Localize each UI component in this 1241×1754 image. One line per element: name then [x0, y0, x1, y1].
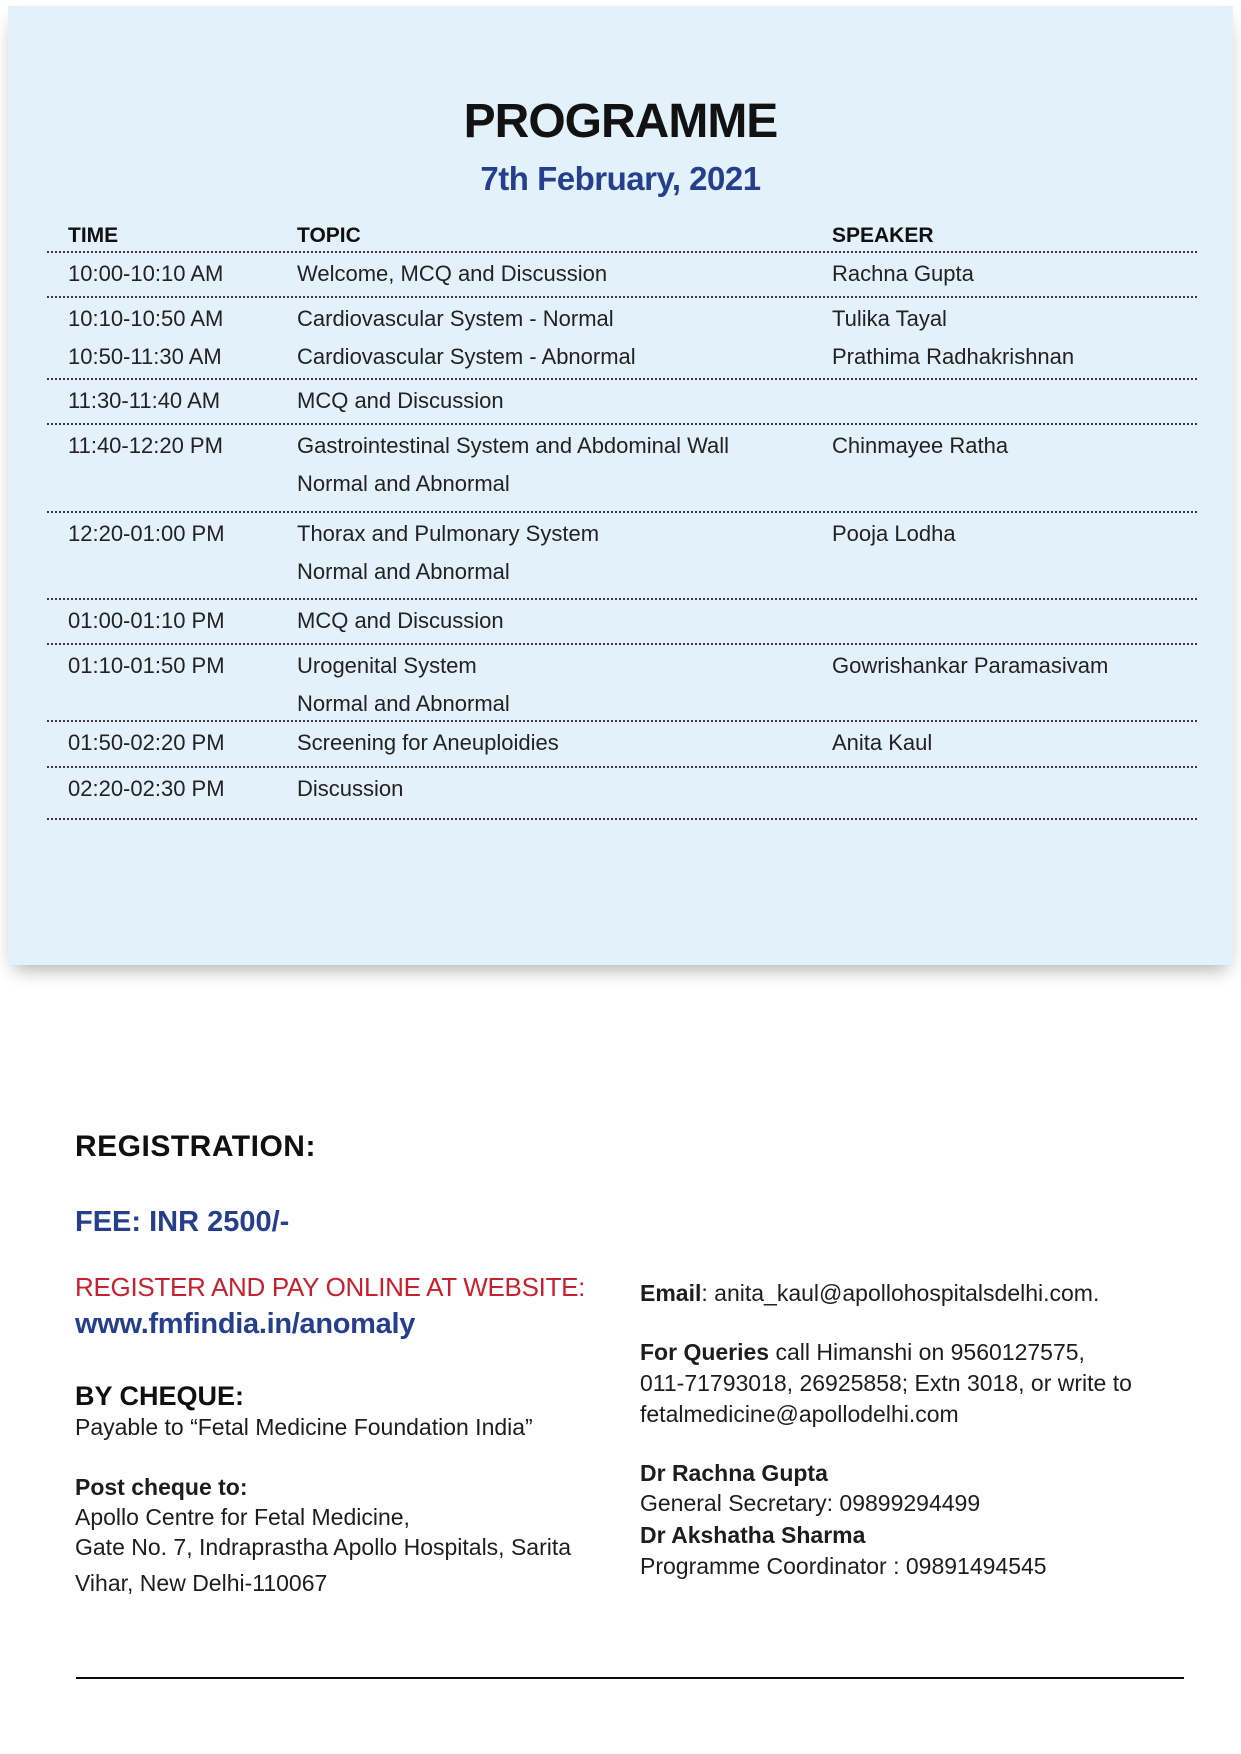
person-name: Dr Rachna Gupta: [640, 1460, 828, 1486]
table-row: [47, 513, 1197, 600]
schedule-rows: [47, 253, 1197, 820]
table-row: [47, 645, 1197, 722]
time-cell: 01:50-02:20 PM: [68, 730, 225, 755]
table-row: [47, 298, 1197, 380]
payable-line: Payable to “Fetal Medicine Foundation India”: [75, 1414, 533, 1440]
queries-value: call Himanshi on 9560127575,: [769, 1339, 1085, 1365]
topic-cell: Discussion: [297, 776, 404, 801]
speaker-cell: [832, 390, 1197, 425]
topic-cell: Cardiovascular System - Normal Cardiovascular System - Abnormal: [297, 306, 636, 369]
table-row: [47, 380, 1197, 425]
time-header: TIME: [68, 224, 119, 247]
address-line: Gate No. 7, Indraprastha Apollo Hospitals, Sarita: [75, 1534, 572, 1560]
footer-divider: [76, 1677, 1184, 1679]
email-label: Email: [640, 1280, 702, 1306]
table-row: [47, 425, 1197, 513]
person-role: General Secretary: 09899294499: [640, 1490, 981, 1516]
page-title: PROGRAMME: [463, 95, 778, 148]
speaker-cell: Pooja Lodha: [832, 521, 956, 546]
speaker-cell: [832, 610, 1197, 645]
website-url: www.fmfindia.in/anomaly: [75, 1308, 416, 1340]
topic-cell: MCQ and Discussion: [297, 608, 504, 633]
registration-heading: REGISTRATION:: [75, 1130, 316, 1163]
time-cell: 11:30-11:40 AM: [68, 388, 221, 413]
email-line: [640, 1278, 1099, 1308]
speaker-cell: Anita Kaul: [832, 730, 933, 755]
speaker-cell: Gowrishankar Paramasivam: [832, 653, 1109, 678]
speaker-cell: Tulika Tayal Prathima Radhakrishnan: [832, 306, 1075, 369]
speaker-cell: Rachna Gupta: [832, 261, 974, 286]
time-cell: 01:00-01:10 PM: [68, 608, 225, 633]
queries-line: [640, 1337, 1085, 1367]
fee-text: FEE: INR 2500/-: [75, 1206, 290, 1238]
topic-cell: MCQ and Discussion: [297, 388, 504, 413]
programme-panel: [8, 6, 1233, 965]
topic-cell: Welcome, MCQ and Discussion: [297, 261, 608, 286]
time-cell: 11:40-12:20 PM: [68, 433, 223, 458]
table-row: [47, 253, 1197, 298]
speaker-cell: Chinmayee Ratha: [832, 433, 1009, 458]
person-role: Programme Coordinator : 09891494545: [640, 1553, 1047, 1579]
time-cell: 01:10-01:50 PM: [68, 653, 225, 678]
topic-header: TOPIC: [297, 224, 361, 247]
table-header-row: [47, 215, 1197, 253]
by-cheque-heading: BY CHEQUE:: [75, 1381, 245, 1411]
address-line: Vihar, New Delhi-110067: [75, 1570, 328, 1596]
post-cheque-heading: Post cheque to:: [75, 1474, 248, 1500]
register-online-label: REGISTER AND PAY ONLINE AT WEBSITE:: [75, 1272, 586, 1302]
table-row: [47, 722, 1197, 768]
table-row: [47, 768, 1197, 820]
person-name: Dr Akshatha Sharma: [640, 1522, 866, 1548]
time-cell: 10:00-10:10 AM: [68, 261, 224, 286]
address-line: Apollo Centre for Fetal Medicine,: [75, 1504, 410, 1530]
queries-phone-line: 011-71793018, 26925858; Extn 3018, or write to: [640, 1370, 1132, 1396]
time-cell: 02:20-02:30 PM: [68, 776, 225, 801]
speaker-header: SPEAKER: [832, 224, 934, 247]
speaker-cell: [832, 778, 1197, 820]
topic-cell: Thorax and Pulmonary System Normal and Abnormal: [297, 521, 600, 584]
table-row: [47, 600, 1197, 645]
topic-cell: Gastrointestinal System and Abdominal Wall Normal and Abnormal: [297, 433, 730, 496]
queries-label: For Queries: [640, 1339, 770, 1365]
topic-cell: Screening for Aneuploidies: [297, 730, 559, 755]
time-cell: 12:20-01:00 PM: [68, 521, 225, 546]
topic-cell: Urogenital System Normal and Abnormal: [297, 653, 510, 716]
schedule-table: [47, 215, 1197, 820]
queries-email-line: fetalmedicine@apollodelhi.com: [640, 1401, 959, 1427]
email-value: : anita_kaul@apollohospitalsdelhi.com.: [701, 1280, 1100, 1306]
page-date: 7th February, 2021: [480, 160, 761, 197]
time-cell: 10:10-10:50 AM 10:50-11:30 AM: [68, 306, 224, 369]
